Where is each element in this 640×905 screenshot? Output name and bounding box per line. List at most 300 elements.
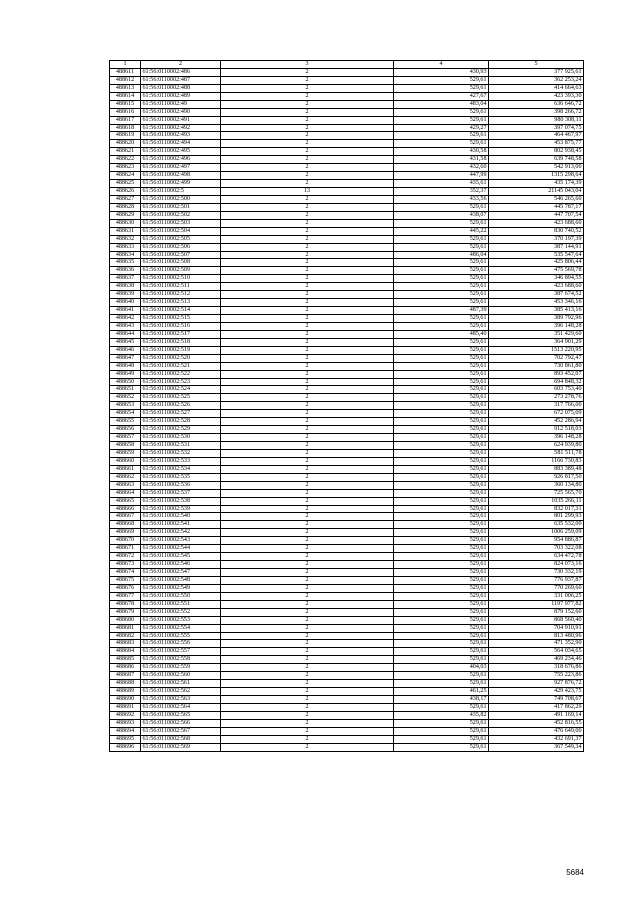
count-cell: 2	[221, 457, 394, 465]
area-value-cell: 529,61	[394, 576, 489, 584]
count-cell: 2	[221, 489, 394, 497]
column-header-2: 2	[141, 61, 221, 69]
row-id-cell: 488622	[110, 156, 141, 164]
row-id-cell: 488634	[110, 251, 141, 259]
table-row	[110, 656, 584, 664]
row-id-cell: 488675	[110, 576, 141, 584]
area-value-cell: 529,61	[394, 521, 489, 529]
count-cell: 2	[221, 735, 394, 743]
count-cell: 2	[221, 640, 394, 648]
cost-value-cell: 417 862,29	[489, 703, 584, 711]
row-id-cell: 488636	[110, 267, 141, 275]
table-row	[110, 505, 584, 513]
count-cell: 2	[221, 330, 394, 338]
area-value-cell: 427,67	[394, 92, 489, 100]
count-cell: 2	[221, 235, 394, 243]
cadastral-number-cell: 61:56:0110002:488	[141, 84, 221, 92]
row-id-cell: 488628	[110, 203, 141, 211]
count-cell: 2	[221, 505, 394, 513]
table-row	[110, 283, 584, 291]
cost-value-cell: 980 308,11	[489, 116, 584, 124]
row-id-cell: 488641	[110, 307, 141, 315]
cost-value-cell: 476 649,00	[489, 727, 584, 735]
count-cell: 2	[221, 449, 394, 457]
table-row	[110, 426, 584, 434]
row-id-cell: 488683	[110, 640, 141, 648]
area-value-cell: 529,61	[394, 219, 489, 227]
table-row	[110, 521, 584, 529]
area-value-cell: 529,61	[394, 513, 489, 521]
count-cell: 2	[221, 426, 394, 434]
cost-value-cell: 396 148,28	[489, 434, 584, 442]
count-cell: 2	[221, 283, 394, 291]
cost-value-cell: 893 452,07	[489, 370, 584, 378]
table-row	[110, 616, 584, 624]
cadastral-number-cell: 61:56:0110002:532	[141, 449, 221, 457]
count-cell: 2	[221, 592, 394, 600]
count-cell: 2	[221, 84, 394, 92]
count-cell: 2	[221, 315, 394, 323]
cadastral-number-cell: 61:56:0110002:545	[141, 553, 221, 561]
count-cell: 2	[221, 608, 394, 616]
count-cell: 2	[221, 92, 394, 100]
count-cell: 2	[221, 338, 394, 346]
cadastral-number-cell: 61:56:0110002:507	[141, 251, 221, 259]
area-value-cell: 529,61	[394, 656, 489, 664]
table-row	[110, 132, 584, 140]
cadastral-number-cell: 61:56:0110002:495	[141, 148, 221, 156]
row-id-cell: 488648	[110, 362, 141, 370]
table-row	[110, 330, 584, 338]
count-cell: 2	[221, 743, 394, 751]
cost-value-cell: 1166 730,83	[489, 457, 584, 465]
cost-value-cell: 452 286,94	[489, 418, 584, 426]
cadastral-number-cell: 61:56:0110002:538	[141, 497, 221, 505]
area-value-cell: 529,61	[394, 235, 489, 243]
table-row	[110, 211, 584, 219]
cadastral-number-cell: 61:56:0110002:517	[141, 330, 221, 338]
count-cell: 2	[221, 576, 394, 584]
area-value-cell: 529,61	[394, 553, 489, 561]
count-cell: 2	[221, 203, 394, 211]
count-cell: 2	[221, 600, 394, 608]
count-cell: 2	[221, 656, 394, 664]
table-row	[110, 553, 584, 561]
area-value-cell: 529,61	[394, 299, 489, 307]
cost-value-cell: 491 169,14	[489, 711, 584, 719]
cadastral-number-cell: 61:56:0110002:522	[141, 370, 221, 378]
row-id-cell: 488688	[110, 680, 141, 688]
count-cell: 2	[221, 172, 394, 180]
table-row	[110, 584, 584, 592]
count-cell: 2	[221, 561, 394, 569]
area-value-cell: 529,61	[394, 116, 489, 124]
count-cell: 2	[221, 481, 394, 489]
cost-value-cell: 801 299,93	[489, 513, 584, 521]
cost-value-cell: 926 817,50	[489, 473, 584, 481]
area-value-cell: 529,61	[394, 529, 489, 537]
cadastral-number-cell: 61:56:0110002:499	[141, 180, 221, 188]
area-value-cell: 529,61	[394, 735, 489, 743]
row-id-cell: 488655	[110, 418, 141, 426]
cadastral-number-cell: 61:56:0110002:534	[141, 465, 221, 473]
row-id-cell: 488631	[110, 227, 141, 235]
column-header-1: 1	[110, 61, 141, 69]
cadastral-number-cell: 61:56:0110002:558	[141, 656, 221, 664]
cadastral-number-cell: 61:56:0110002:552	[141, 608, 221, 616]
count-cell: 2	[221, 521, 394, 529]
cost-value-cell: 21145 043,04	[489, 188, 584, 196]
table-row	[110, 267, 584, 275]
area-value-cell: 529,61	[394, 465, 489, 473]
area-value-cell: 430,58	[394, 148, 489, 156]
count-cell: 2	[221, 402, 394, 410]
count-cell: 2	[221, 473, 394, 481]
count-cell: 2	[221, 465, 394, 473]
row-id-cell: 488627	[110, 195, 141, 203]
cost-value-cell: 1197 977,82	[489, 600, 584, 608]
table-row	[110, 307, 584, 315]
cost-value-cell: 770 269,60	[489, 584, 584, 592]
area-value-cell: 529,61	[394, 584, 489, 592]
area-value-cell: 529,61	[394, 672, 489, 680]
table-row	[110, 116, 584, 124]
row-id-cell: 488618	[110, 124, 141, 132]
cadastral-number-cell: 61:56:0110002:518	[141, 338, 221, 346]
table-row	[110, 473, 584, 481]
count-cell: 2	[221, 719, 394, 727]
cadastral-number-cell: 61:56:0110002:490	[141, 108, 221, 116]
row-id-cell: 488653	[110, 402, 141, 410]
count-cell: 2	[221, 680, 394, 688]
cost-value-cell: 445 787,17	[489, 203, 584, 211]
cost-value-cell: 471 352,90	[489, 640, 584, 648]
row-id-cell: 488686	[110, 664, 141, 672]
area-value-cell: 529,61	[394, 84, 489, 92]
row-id-cell: 488696	[110, 743, 141, 751]
table-row	[110, 315, 584, 323]
count-cell: 2	[221, 584, 394, 592]
cadastral-number-cell: 61:56:0110002:557	[141, 648, 221, 656]
cadastral-number-cell: 61:56:0110002:505	[141, 235, 221, 243]
cadastral-number-cell: 61:56:0110002:554	[141, 624, 221, 632]
row-id-cell: 488694	[110, 727, 141, 735]
cadastral-number-cell: 61:56:0110002:536	[141, 481, 221, 489]
table-row	[110, 362, 584, 370]
count-cell: 2	[221, 148, 394, 156]
table-row	[110, 124, 584, 132]
cadastral-number-cell: 61:56:0110002:540	[141, 513, 221, 521]
cadastral-number-cell: 61:56:0110002:566	[141, 719, 221, 727]
table-row	[110, 235, 584, 243]
cadastral-number-cell: 61:56:0110002:504	[141, 227, 221, 235]
row-id-cell: 488643	[110, 322, 141, 330]
cadastral-number-cell: 61:56:0110002:494	[141, 140, 221, 148]
cadastral-number-cell: 61:56:0110002:502	[141, 211, 221, 219]
table-row	[110, 68, 584, 76]
count-cell: 2	[221, 386, 394, 394]
table-row	[110, 600, 584, 608]
table-row	[110, 299, 584, 307]
cost-value-cell: 635 532,00	[489, 521, 584, 529]
area-value-cell: 529,61	[394, 362, 489, 370]
table-row	[110, 688, 584, 696]
row-id-cell: 488676	[110, 584, 141, 592]
cost-value-cell: 879 152,60	[489, 608, 584, 616]
area-value-cell: 529,61	[394, 426, 489, 434]
row-id-cell: 488657	[110, 434, 141, 442]
area-value-cell: 430,93	[394, 68, 489, 76]
cost-value-cell: 704 910,91	[489, 624, 584, 632]
table-row	[110, 188, 584, 196]
area-value-cell: 529,61	[394, 410, 489, 418]
area-value-cell: 529,61	[394, 473, 489, 481]
count-cell: 2	[221, 164, 394, 172]
cost-value-cell: 824 073,16	[489, 561, 584, 569]
cadastral-number-cell: 61:56:0110002:489	[141, 92, 221, 100]
area-value-cell: 529,61	[394, 561, 489, 569]
table-row	[110, 449, 584, 457]
count-cell: 2	[221, 394, 394, 402]
cadastral-number-cell: 61:56:0110002:525	[141, 394, 221, 402]
cadastral-number-cell: 61:56:0110002:550	[141, 592, 221, 600]
row-id-cell: 488621	[110, 148, 141, 156]
cost-value-cell: 453 346,16	[489, 299, 584, 307]
count-cell: 2	[221, 227, 394, 235]
table-row	[110, 513, 584, 521]
count-cell: 2	[221, 275, 394, 283]
area-value-cell: 529,61	[394, 600, 489, 608]
cadastral-number-cell: 61:56:0110002:519	[141, 346, 221, 354]
cadastral-number-cell: 61:56:0110002:501	[141, 203, 221, 211]
cadastral-number-cell: 61:56:0110002:493	[141, 132, 221, 140]
table-row	[110, 576, 584, 584]
cadastral-number-cell: 61:56:0110002:516	[141, 322, 221, 330]
row-id-cell: 488673	[110, 561, 141, 569]
area-value-cell: 529,61	[394, 354, 489, 362]
cost-value-cell: 546 265,60	[489, 195, 584, 203]
row-id-cell: 488649	[110, 370, 141, 378]
cost-value-cell: 452 816,55	[489, 719, 584, 727]
cost-value-cell: 542 913,00	[489, 164, 584, 172]
cost-value-cell: 672 075,09	[489, 410, 584, 418]
cadastral-number-cell: 61:56:0110002:49	[141, 100, 221, 108]
table-row	[110, 251, 584, 259]
table-row	[110, 719, 584, 727]
area-value-cell: 445,22	[394, 227, 489, 235]
row-id-cell: 488668	[110, 521, 141, 529]
count-cell: 2	[221, 180, 394, 188]
cadastral-number-cell: 61:56:0110002:512	[141, 291, 221, 299]
table-row	[110, 219, 584, 227]
cadastral-number-cell: 61:56:0110002:560	[141, 672, 221, 680]
cadastral-number-cell: 61:56:0110002:520	[141, 354, 221, 362]
area-value-cell: 404,03	[394, 664, 489, 672]
cost-value-cell: 535 547,64	[489, 251, 584, 259]
count-cell: 2	[221, 124, 394, 132]
cost-value-cell: 802 938,45	[489, 148, 584, 156]
count-cell: 2	[221, 664, 394, 672]
table-row	[110, 545, 584, 553]
cadastral-number-cell: 61:56:0110002:551	[141, 600, 221, 608]
row-id-cell: 488617	[110, 116, 141, 124]
row-id-cell: 488662	[110, 473, 141, 481]
count-cell: 2	[221, 442, 394, 450]
row-id-cell: 488667	[110, 513, 141, 521]
area-value-cell: 529,61	[394, 108, 489, 116]
cadastral-number-cell: 61:56:0110002:562	[141, 688, 221, 696]
cost-value-cell: 464 467,97	[489, 132, 584, 140]
table-row	[110, 338, 584, 346]
cadastral-number-cell: 61:56:0110002:548	[141, 576, 221, 584]
area-value-cell: 435,82	[394, 711, 489, 719]
area-value-cell: 529,61	[394, 449, 489, 457]
row-id-cell: 488666	[110, 505, 141, 513]
count-cell: 2	[221, 211, 394, 219]
area-value-cell: 438,07	[394, 211, 489, 219]
row-id-cell: 488645	[110, 338, 141, 346]
count-cell: 2	[221, 545, 394, 553]
data-table	[109, 60, 584, 752]
cadastral-number-cell: 61:56:0110002:496	[141, 156, 221, 164]
cost-value-cell: 883 389,48	[489, 465, 584, 473]
cost-value-cell: 360 134,80	[489, 481, 584, 489]
table-row	[110, 608, 584, 616]
table-row	[110, 100, 584, 108]
table-row	[110, 354, 584, 362]
row-id-cell: 488642	[110, 315, 141, 323]
area-value-cell: 447,99	[394, 172, 489, 180]
area-value-cell: 529,61	[394, 505, 489, 513]
table-row	[110, 410, 584, 418]
row-id-cell: 488671	[110, 545, 141, 553]
table-row	[110, 624, 584, 632]
row-id-cell: 488640	[110, 299, 141, 307]
area-value-cell: 529,61	[394, 370, 489, 378]
column-header-3: 3	[221, 61, 394, 69]
area-value-cell: 529,61	[394, 442, 489, 450]
cost-value-cell: 954 886,87	[489, 537, 584, 545]
area-value-cell: 529,61	[394, 402, 489, 410]
cost-value-cell: 703 322,08	[489, 545, 584, 553]
table-row	[110, 386, 584, 394]
row-id-cell: 488626	[110, 188, 141, 196]
row-id-cell: 488672	[110, 553, 141, 561]
area-value-cell: 529,61	[394, 291, 489, 299]
cost-value-cell: 725 565,70	[489, 489, 584, 497]
area-value-cell: 435,61	[394, 180, 489, 188]
area-value-cell: 483,04	[394, 100, 489, 108]
cost-value-cell: 603 753,40	[489, 386, 584, 394]
area-value-cell: 438,17	[394, 696, 489, 704]
count-cell: 2	[221, 378, 394, 386]
table-row	[110, 227, 584, 235]
cadastral-number-cell: 61:56:0110002:506	[141, 243, 221, 251]
cadastral-number-cell: 61:56:0110002:497	[141, 164, 221, 172]
area-value-cell: 529,61	[394, 76, 489, 84]
cadastral-number-cell: 61:56:0110002:553	[141, 616, 221, 624]
area-value-cell: 529,61	[394, 624, 489, 632]
count-cell: 2	[221, 569, 394, 577]
area-value-cell: 529,61	[394, 243, 489, 251]
count-cell: 2	[221, 76, 394, 84]
cost-value-cell: 346 894,55	[489, 275, 584, 283]
table-row	[110, 108, 584, 116]
count-cell: 2	[221, 100, 394, 108]
row-id-cell: 488682	[110, 632, 141, 640]
column-header-4: 4	[394, 61, 489, 69]
count-cell: 2	[221, 251, 394, 259]
count-cell: 2	[221, 553, 394, 561]
row-id-cell: 488695	[110, 735, 141, 743]
area-value-cell: 529,61	[394, 394, 489, 402]
row-id-cell: 488677	[110, 592, 141, 600]
row-id-cell: 488665	[110, 497, 141, 505]
page-number: 5684	[566, 868, 584, 877]
count-cell: 2	[221, 434, 394, 442]
row-id-cell: 488664	[110, 489, 141, 497]
count-cell: 2	[221, 291, 394, 299]
area-value-cell: 529,61	[394, 481, 489, 489]
cost-value-cell: 385 413,16	[489, 307, 584, 315]
cadastral-number-cell: 61:56:0110002:491	[141, 116, 221, 124]
cost-value-cell: 387 144,91	[489, 243, 584, 251]
cadastral-number-cell: 61:56:0110002:527	[141, 410, 221, 418]
count-cell: 2	[221, 116, 394, 124]
cadastral-number-cell: 61:56:0110002:565	[141, 711, 221, 719]
table-row	[110, 735, 584, 743]
cadastral-number-cell: 61:56:0110002:561	[141, 680, 221, 688]
area-value-cell: 529,61	[394, 719, 489, 727]
row-id-cell: 488670	[110, 537, 141, 545]
count-cell: 2	[221, 132, 394, 140]
table-row	[110, 680, 584, 688]
table-row	[110, 457, 584, 465]
table-row	[110, 370, 584, 378]
cost-value-cell: 429 423,75	[489, 688, 584, 696]
table-row	[110, 592, 584, 600]
area-value-cell: 529,61	[394, 267, 489, 275]
row-id-cell: 488685	[110, 656, 141, 664]
cost-value-cell: 387 674,52	[489, 291, 584, 299]
cadastral-number-cell: 61:56:0110002:546	[141, 561, 221, 569]
count-cell: 2	[221, 195, 394, 203]
row-id-cell: 488660	[110, 457, 141, 465]
row-id-cell: 488652	[110, 394, 141, 402]
cost-value-cell: 832 017,31	[489, 505, 584, 513]
table-row	[110, 640, 584, 648]
cost-value-cell: 364 901,29	[489, 338, 584, 346]
cost-value-cell: 423 688,60	[489, 219, 584, 227]
area-value-cell: 433,56	[394, 195, 489, 203]
count-cell: 2	[221, 616, 394, 624]
count-cell: 2	[221, 108, 394, 116]
count-cell: 2	[221, 219, 394, 227]
area-value-cell: 529,61	[394, 418, 489, 426]
area-value-cell: 529,61	[394, 680, 489, 688]
area-value-cell: 529,61	[394, 259, 489, 267]
cadastral-number-cell: 61:56:0110002:547	[141, 569, 221, 577]
cost-value-cell: 475 569,78	[489, 267, 584, 275]
table-row	[110, 275, 584, 283]
table-row	[110, 243, 584, 251]
row-id-cell: 488650	[110, 378, 141, 386]
area-value-cell: 529,61	[394, 489, 489, 497]
row-id-cell: 488624	[110, 172, 141, 180]
count-cell: 2	[221, 346, 394, 354]
count-cell: 2	[221, 410, 394, 418]
row-id-cell: 488692	[110, 711, 141, 719]
